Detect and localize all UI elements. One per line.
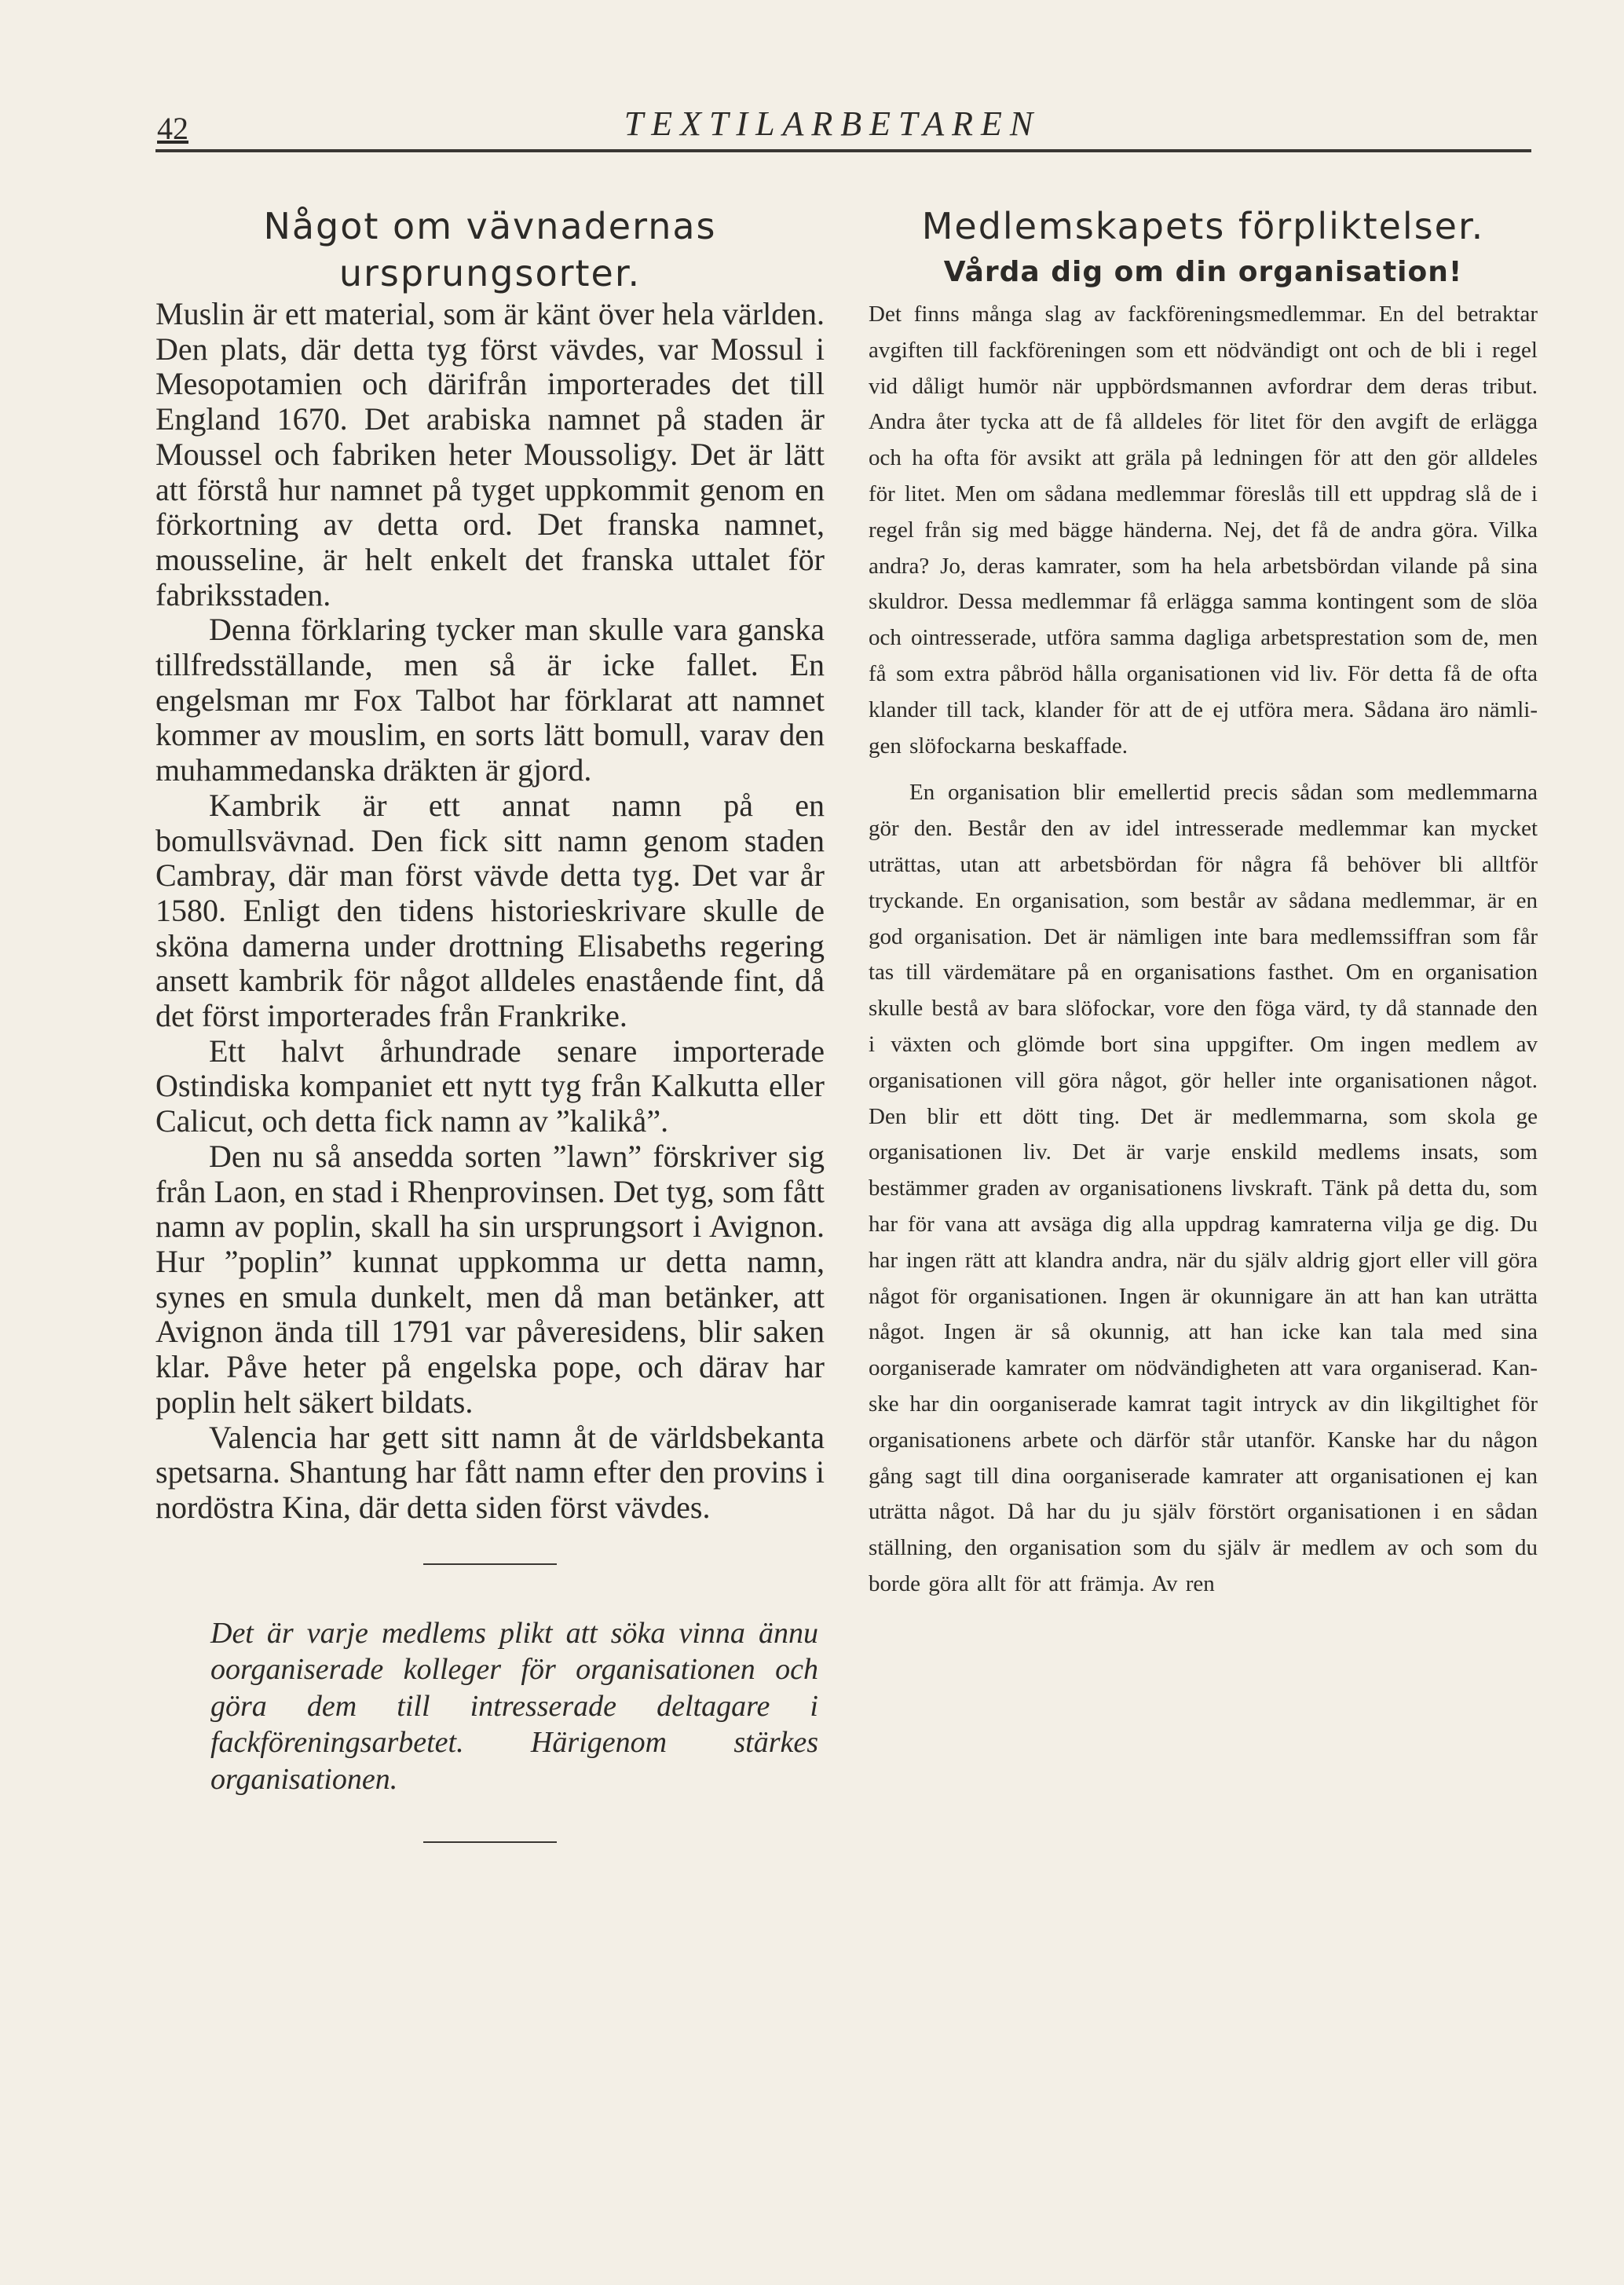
article-paragraph: Kambrik är ett annat namn på en bomullsvävnad. Den fick sitt namn genom staden Cambray, där man först vävde detta tyg. Det var år 1580. Enligt den tidens historieskrivare skulle de sköna damerna under drottning Elisabeths regering ansett kambrik för något alldeles enastående fint, då det först importerades från Frankrike. (155, 787, 825, 1034)
section-divider (423, 1563, 557, 1565)
left-article-headline: Något om vävnadernas ursprungsorter. (263, 205, 717, 294)
page-number: 42 (157, 111, 188, 146)
right-column (869, 203, 1538, 1603)
article-paragraph: Den nu så ansedda sorten ”lawn” förskriver sig från Laon, en stad i Rhenprovinsen. Det tyg, som fått namn av poplin, skall ha sin ursprungsort i Avignon. Hur ”poplin” kunnat uppkomma ur detta namn, synes en smula dunkelt, men då man betänker, att Avignon ända till 1791 var påveresidens, blir saken klar. Påve heter på engelska pope, och därav har poplin helt säkert bildats. (155, 1138, 825, 1420)
running-title: TEXTILARBETAREN (624, 104, 1041, 143)
article-paragraph: Ett halvt århundrade senare importerade Ostindiska kompaniet ett nytt tyg från Kalkutta eller Calicut, och detta fick namn av ”kalikå”. (155, 1033, 825, 1139)
article-paragraph: Denna förklaring tycker man skulle vara ganska tillfredsställande, men så är icke fallet. En engelsman mr Fox Talbot har förklarat att namnet kommer av mouslim, en sorts lätt bomull, varav den muhammedanska dräkten är gjord. (155, 612, 825, 788)
right-article-headline: Medlemskapets förpliktelser. (921, 205, 1485, 247)
section-divider (423, 1841, 557, 1843)
left-column (155, 203, 825, 1843)
left-article-body (155, 297, 825, 1526)
article-paragraph: Valencia har gett sitt namn åt de världsbekanta spetsarna. Shantung har fått namn efter den provins i nordöstra Kina, där detta siden först vävdes. (155, 1419, 825, 1525)
membership-appeal: Det är varje medlems plikt att söka vinna ännu oorganiserade kolleger för organisationen och göra dem till intresserade deltagare i fackföreningsarbetet. Härigenom stärkes organisationen. (210, 1616, 818, 1796)
right-article-body (869, 297, 1538, 1603)
article-paragraph: Det finns många slag av fackföreningsmedlemmar. En del betraktar avgiften till fackföreningen som ett nödvändigt ont och de bli i regel vid dåligt humör när uppbördsmannen avfordrar dem deras tribut. Andra åter tycka att de få alldeles för litet för den avgift de erlägga och ha ofta för avsikt att gräla på ledningen för att den gör alldeles för litet. Men om sådana medlemmar föreslås till ett uppdrag slå de i regel från sig med bägge händerna. Nej, det få de andra göra. Vilka andra? Jo, deras kamrater, som ha hela arbetsbördan vilande på sina skuldror. Dessa medlemmar få erlägga samma kontingent som de slöa och ointresserade, utföra samma dagliga arbetsprestation som de, men få som extra påbröd hålla organisationen vid liv. För detta få de ofta klander till tack, klander för att de ej utföra mera. Sådana äro nämligen slöfockarna beskaffade. (869, 302, 1538, 759)
header-rule (155, 149, 1531, 152)
right-article-subheadline: Vårda dig om din organisation! (943, 256, 1463, 288)
article-paragraph: En organisation blir emellertid precis sådan som medlemmarna gör den. Består den av idel intresserade medlemmar kan mycket uträttas, utan att arbetsbördan för några få behöver bli alltför tryckande. En organisation, som består av sådana medlemmar, är en god organisation. Det är nämligen inte bara medlemssiffran som får tas till värdemätare på en organisations fasthet. Om en organisation skulle bestå av bara slöfockar, vore den föga värd, ty då stannade den i växten och glömde bort sina uppgifter. Om ingen medlem av organisationen vill göra något, gör heller inte organisationen något. Den blir ett dött ting. Det är medlemmarna, som skola ge organisationen liv. Det är varje enskild medlems insats, som bestämmer graden av organisationens livskraft. Tänk på detta du, som har för vana att avsäga dig alla uppdrag kamraterna vilja ge dig. Du har ingen rätt att klandra andra, när du själv aldrig gjort eller vill göra något för organisationen. Ingen är okunnigare än att han kan uträtta något. Ingen är så okunnig, att han icke kan tala med sina oorganiserade kamrater om nödvändigheten att vara organiserad. Kanske har din oorganiserade kamrat tagit intryck av din likgiltighet för organisationens arbete och därför står utanför. Kanske har du någon gång sagt till dina oorganiserade kamrater att organisationen ej kan uträtta något. Då har du ju själv förstört organisationen i en sådan ställning, den organisation som du själv är medlem av och som du borde göra allt för att främja. Av ren (869, 780, 1538, 1596)
article-paragraph: Muslin är ett material, som är känt över hela världen. Den plats, där detta tyg först vävdes, var Mossul i Mesopotamien och därifrån importerades det till England 1670. Det arabiska namnet på staden är Moussel och fabriken heter Moussoligy. Det är lätt att förstå hur namnet på tyget uppkommit genom en förkortning av detta ord. Det franska namnet, mousseline, är helt enkelt det franska uttalet för fabriksstaden. (155, 296, 825, 612)
